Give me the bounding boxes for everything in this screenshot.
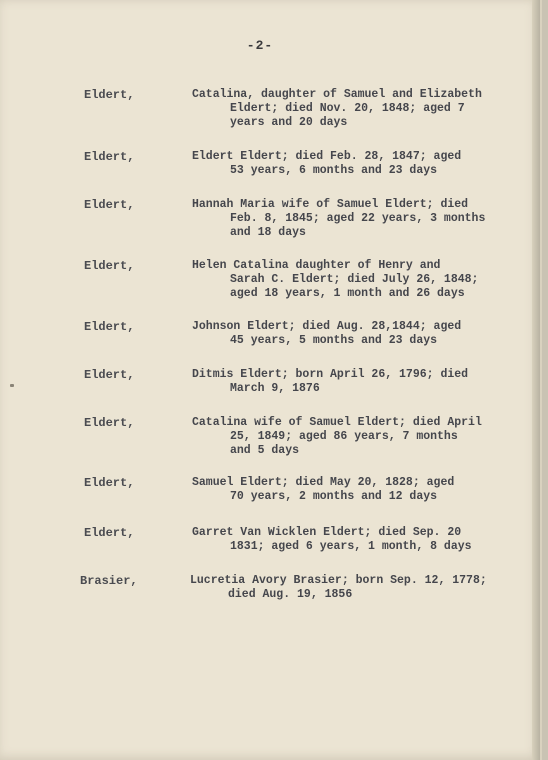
entry-record	[192, 198, 522, 240]
page-number: -2-	[246, 38, 274, 53]
record-line: 70 years, 2 months and 12 days	[230, 490, 438, 503]
entry-surname: Eldert,	[84, 320, 135, 334]
record-line: died Aug. 19, 1856	[228, 588, 353, 601]
record-line: years and 20 days	[230, 116, 348, 129]
record-line: 53 years, 6 months and 23 days	[230, 164, 438, 177]
record-line: Feb. 8, 1845; aged 22 years, 3 months	[230, 212, 486, 225]
record-line: Catalina, daughter of Samuel and Elizabeth	[192, 88, 482, 101]
entry-record	[192, 88, 522, 130]
margin-mark	[10, 384, 14, 387]
record-line: Samuel Eldert; died May 20, 1828; aged	[192, 476, 455, 489]
record-line: 1831; aged 6 years, 1 month, 8 days	[230, 540, 472, 553]
record-line: Garret Van Wicklen Eldert; died Sep. 20	[192, 526, 462, 539]
entry-surname: Eldert,	[84, 259, 135, 273]
entry-record	[192, 368, 522, 396]
record-line: aged 18 years, 1 month and 26 days	[230, 287, 465, 300]
entry-surname: Eldert,	[84, 368, 135, 382]
record-line: Catalina wife of Samuel Eldert; died April	[192, 416, 482, 429]
entry-surname: Eldert,	[84, 416, 135, 430]
entry-surname: Eldert,	[84, 150, 135, 164]
entry-record	[192, 416, 522, 458]
record-line: 45 years, 5 months and 23 days	[230, 334, 438, 347]
record-line: Hannah Maria wife of Samuel Eldert; died	[192, 198, 469, 211]
entry-record	[190, 574, 520, 602]
entry-surname: Eldert,	[84, 198, 135, 212]
entry-surname: Eldert,	[84, 88, 135, 102]
entry-record	[192, 526, 522, 554]
record-line: 25, 1849; aged 86 years, 7 months	[230, 430, 458, 443]
entry-surname: Brasier,	[80, 574, 138, 588]
record-line: Helen Catalina daughter of Henry and	[192, 259, 441, 272]
record-line: Ditmis Eldert; born April 26, 1796; died	[192, 368, 469, 381]
record-line: Eldert; died Nov. 20, 1848; aged 7	[230, 102, 465, 115]
entry-record	[192, 150, 522, 178]
record-line: Sarah C. Eldert; died July 26, 1848;	[230, 273, 479, 286]
entry-record	[192, 476, 522, 504]
record-line: and 5 days	[230, 444, 300, 457]
record-line: March 9, 1876	[230, 382, 320, 395]
entry-surname: Eldert,	[84, 476, 135, 490]
entry-surname: Eldert,	[84, 526, 135, 540]
entry-record	[192, 259, 522, 301]
record-line: Eldert Eldert; died Feb. 28, 1847; aged	[192, 150, 462, 163]
entry-record	[192, 320, 522, 348]
binding-edge	[532, 0, 540, 760]
record-line: and 18 days	[230, 226, 306, 239]
record-line: Lucretia Avory Brasier; born Sep. 12, 1778;	[190, 574, 487, 587]
record-line: Johnson Eldert; died Aug. 28,1844; aged	[192, 320, 462, 333]
